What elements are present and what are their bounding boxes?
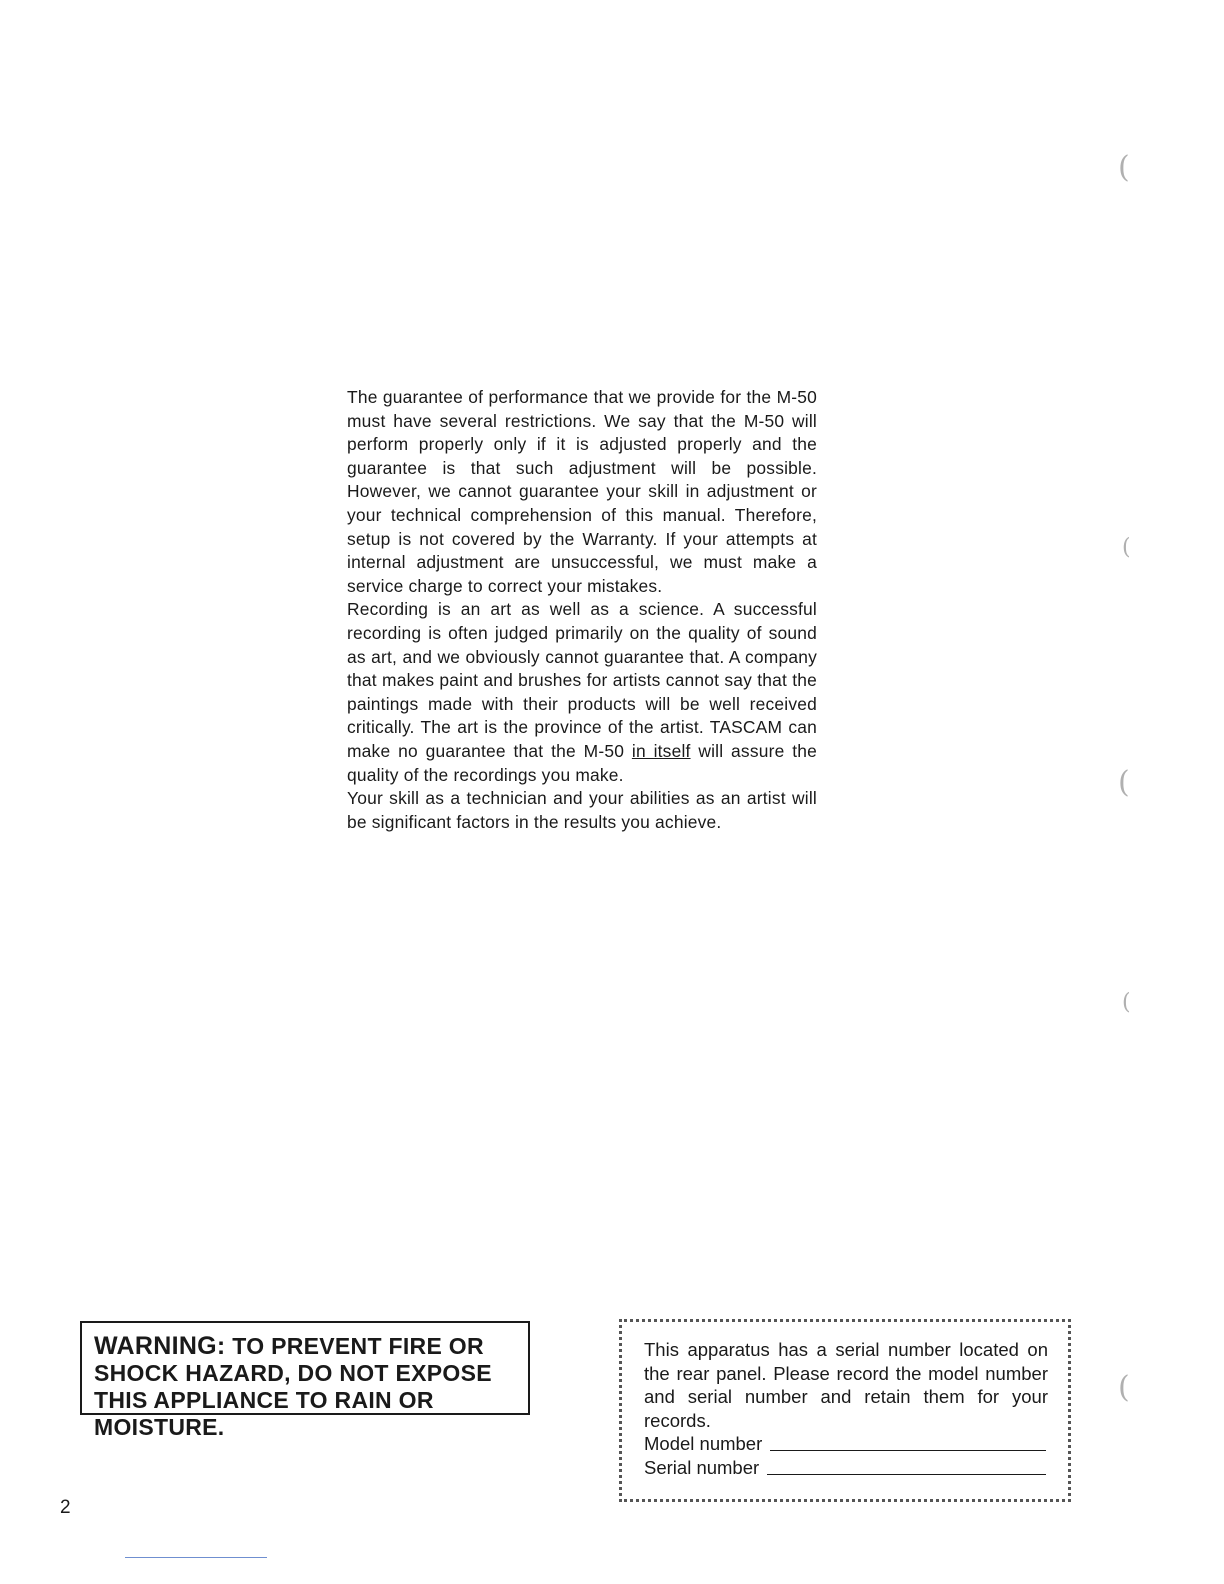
serial-number-blank <box>767 1474 1046 1475</box>
serial-number-field <box>644 1456 1048 1480</box>
paragraph-skill: Your skill as a technician and your abilities as an artist will be significant factors in the results you achieve. <box>347 788 817 832</box>
serial-notice-text: This apparatus has a serial number located on the rear panel. Please record the model number and serial number and retain them for your records. <box>644 1339 1048 1431</box>
model-number-blank <box>770 1450 1046 1451</box>
model-number-label: Model number <box>644 1433 763 1455</box>
scan-artifact-mark: ( <box>1122 535 1131 560</box>
scan-artifact-mark: ( <box>1118 765 1130 800</box>
paragraph-art-start: Recording is an art as well as a science. A successful recording is often judged primarily on the quality of sound as art, and we obviously cannot guarantee that. A company that makes paint and brushes for artists cannot say that the paintings made with their products will be well received critically. The art is the province of the artist. TASCAM can make no guarantee that the M-50 <box>347 599 817 761</box>
body-text <box>347 386 817 834</box>
model-number-field <box>644 1432 1048 1456</box>
paragraph-warranty: The guarantee of performance that we provide for the M-50 must have several restrictions. We say that the M-50 will perform properly only if it is adjusted properly and the guarantee is that such adjustment will be possible. However, we cannot guarantee your skill in adjustment or your technical comprehension of this manual. Therefore, setup is not covered by the Warranty. If your attempts at internal adjustment are unsuccessful, we must make a service charge to correct your mistakes. <box>347 387 817 596</box>
warning-label: WARNING: <box>94 1332 226 1360</box>
underlined-phrase: in itself <box>631 740 691 761</box>
warning-text: TO PREVENT FIRE OR SHOCK HAZARD, DO NOT EXPOSE THIS APPLIANCE TO RAIN OR MOISTURE. <box>94 1333 492 1440</box>
page-number: 2 <box>60 1497 71 1518</box>
bottom-rule <box>125 1557 267 1558</box>
paragraph-art-end: will assure the quality of the recordings you make. <box>347 740 818 785</box>
warning-box <box>80 1321 530 1440</box>
paragraph-art <box>347 598 817 787</box>
serial-number-label: Serial number <box>644 1456 760 1478</box>
scan-artifact-mark: ( <box>1118 150 1130 185</box>
scan-artifact-mark: ( <box>1118 1370 1130 1405</box>
serial-number-notice <box>619 1319 1071 1502</box>
scan-artifact-mark: ( <box>1122 990 1131 1015</box>
